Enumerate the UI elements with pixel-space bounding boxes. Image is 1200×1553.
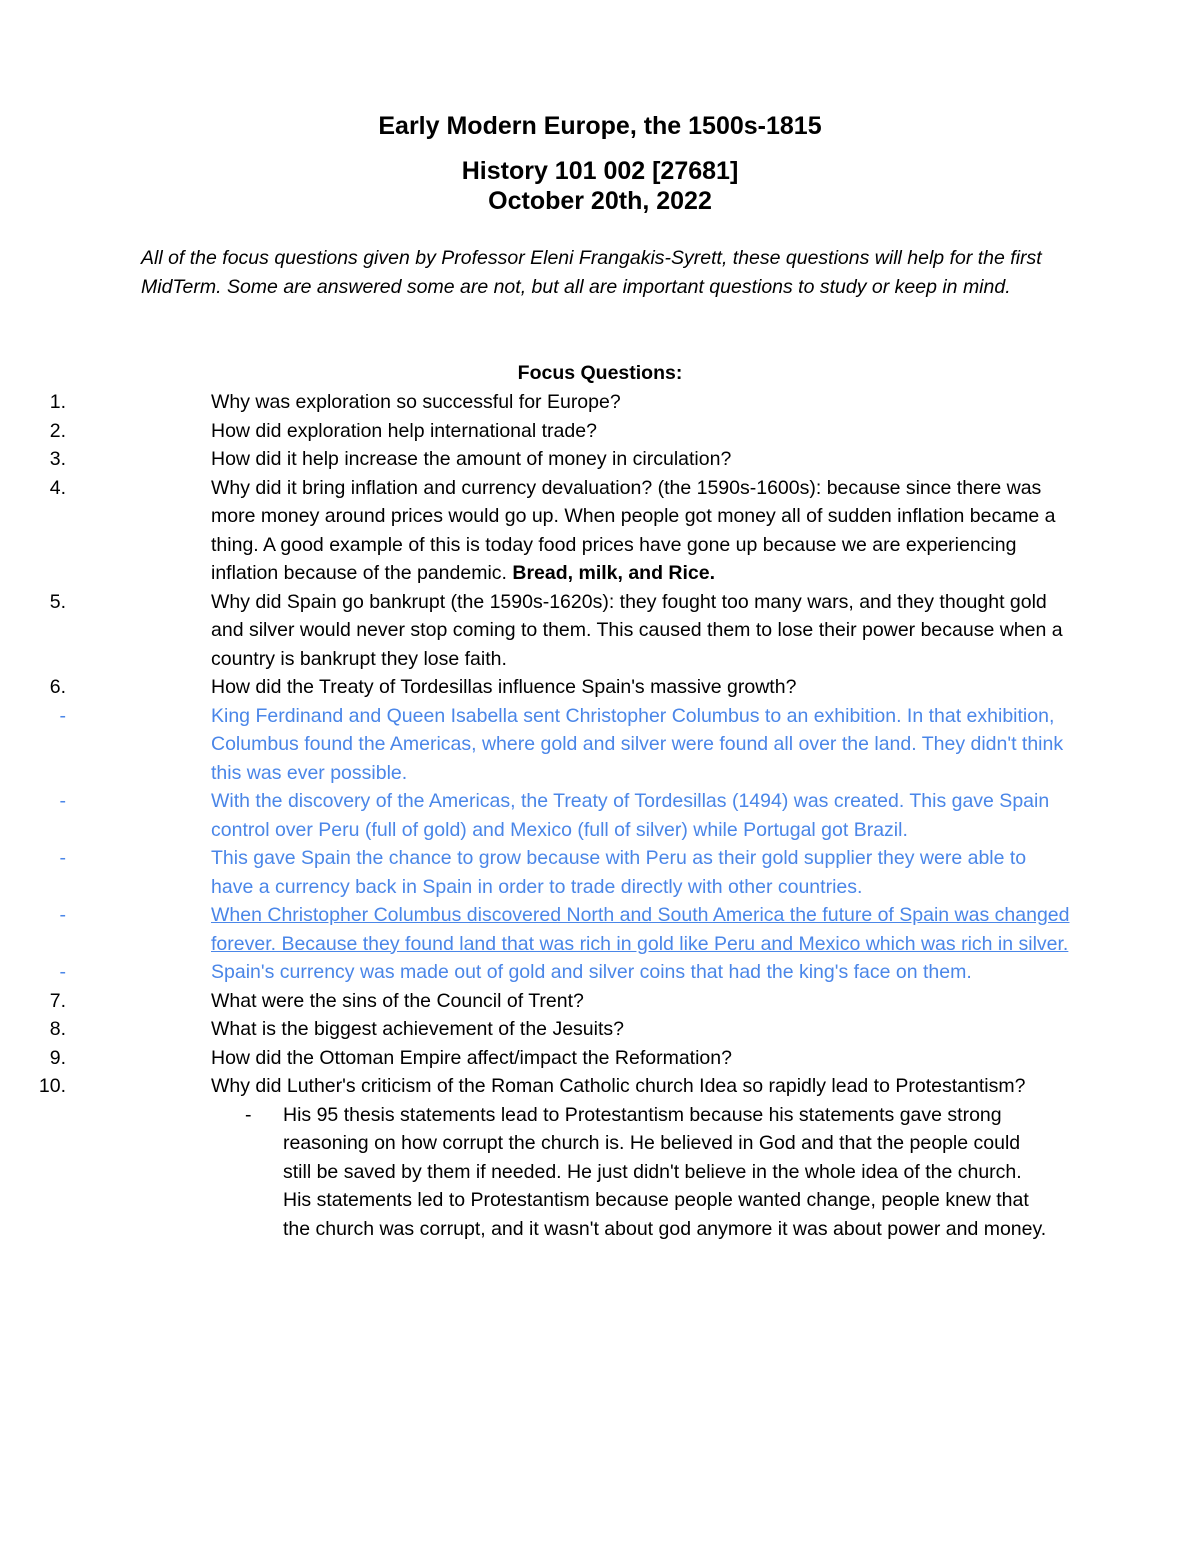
question-item (0, 1015, 1071, 1044)
question-item (0, 474, 1071, 588)
question-text: Why did it bring inflation and currency devaluation? (the 1590s-1600s): because since there was more money around prices would go up. When people got money all of sudden inflation became a thing. A good example of this is today food prices have gone up because we are experiencing inflation because of the pandemic. (211, 476, 1056, 584)
list-number: 9. (49, 1046, 66, 1069)
question-text: How did the Treaty of Tordesillas influence Spain's massive growth? (211, 676, 797, 698)
question-item (0, 673, 1071, 702)
list-number: 2. (49, 419, 66, 442)
question-text: How did exploration help international trade? (211, 419, 597, 442)
answer-text: His 95 thesis statements lead to Protestantism because his statements gave strong reasoning on how corrupt the church is. He believed in God and that the people could still be saved by them if needed. He just didn't believe in the whole idea of the church. His statements led to Protestantism because people wanted change, people knew that the church was corrupt, and it wasn't about god anymore it was about power and money. (283, 1103, 1047, 1240)
list-number: 7. (49, 989, 66, 1012)
list-number: 3. (49, 448, 66, 470)
bullet-dash: - (59, 961, 66, 983)
list-number: 4. (49, 476, 66, 499)
question-text: Why was exploration so successful for Europe? (211, 391, 621, 413)
answer-bullet (0, 787, 1071, 844)
question-text: How did the Ottoman Empire affect/impact the Reformation? (211, 1046, 732, 1069)
answer-bullet (0, 901, 1071, 958)
answer-bullet (0, 702, 1071, 788)
answer-text: This gave Spain the chance to grow because with Peru as their gold supplier they were able to have a currency back in Spain in order to trade directly with other countries. (211, 847, 1027, 898)
bullet-dash: - (59, 704, 66, 727)
list-number: 8. (49, 1018, 66, 1040)
question-item (0, 588, 1071, 674)
question-text: Why did Luther's criticism of the Roman Catholic church Idea so rapidly lead to Protestantism? (211, 1075, 1026, 1097)
question-item (0, 987, 1071, 1016)
list-number: 10. (38, 1075, 66, 1097)
focus-questions-list (0, 388, 1200, 1243)
list-number: 6. (49, 676, 66, 698)
question-text: How did it help increase the amount of money in circulation? (211, 448, 732, 470)
underlined-answer-text: When Christopher Columbus discovered North and South America the future of Spain was changed forever. Because they found land that was rich in gold like Peru and Mexico which was rich in silver. (211, 904, 1070, 955)
answer-text: King Ferdinand and Queen Isabella sent Christopher Columbus to an exhibition. In that exhibition, Columbus found the Americas, where gold and silver were found all over the land. They didn't think this was ever possible. (211, 704, 1064, 784)
answer-sub-bullet (0, 1101, 1053, 1244)
bullet-dash: - (245, 1103, 252, 1126)
bold-example-text: Bread, milk, and Rice. (512, 562, 716, 584)
focus-questions-heading: Focus Questions: (517, 362, 683, 384)
intro-paragraph: All of the focus questions given by Professor Eleni Frangakis-Syrett, these questions will help for the first MidTerm. Some are answered some are not, but all are important questions to study or keep in mind. (141, 247, 1042, 298)
answer-text: Spain's currency was made out of gold and silver coins that had the king's face on them. (211, 961, 972, 983)
answer-bullet (0, 844, 1071, 901)
answer-text: With the discovery of the Americas, the Treaty of Tordesillas (1494) was created. This gave Spain control over Peru (full of gold) and Mexico (full of silver) while Portugal got Brazil. (211, 790, 1050, 841)
question-item (0, 1072, 1071, 1101)
list-number: 5. (49, 590, 66, 613)
question-text: What were the sins of the Council of Trent? (211, 989, 584, 1012)
question-item (0, 445, 1071, 474)
question-text: What is the biggest achievement of the Jesuits? (211, 1018, 624, 1040)
bullet-dash: - (59, 847, 66, 869)
question-text: Why did Spain go bankrupt (the 1590s-1620s): they fought too many wars, and they thought gold and silver would never stop coming to them. This caused them to lose their power because when a country is bankrupt they lose faith. (211, 590, 1063, 670)
answer-bullet (0, 958, 1071, 987)
course-code: History 101 002 [27681] (461, 157, 739, 185)
document-date: October 20th, 2022 (488, 187, 712, 215)
question-item (0, 388, 1071, 417)
bullet-dash: - (59, 790, 66, 812)
document-title: Early Modern Europe, the 1500s-1815 (378, 112, 822, 140)
question-item (0, 417, 1071, 446)
list-number: 1. (49, 391, 66, 413)
question-item (0, 1044, 1071, 1073)
bullet-dash: - (59, 904, 66, 926)
